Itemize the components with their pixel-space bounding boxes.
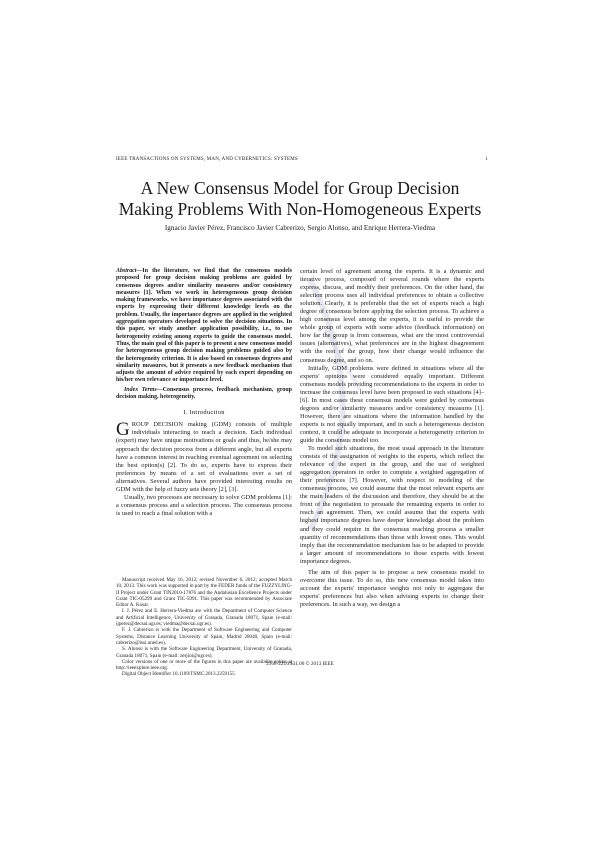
footnote: Manuscript received May 16, 2012; revised November 6, 2012; accepted March 10, 2013. This work was supported in part by the FEDER funds of the FUZZYLING-II Project under Grant TIN2010-17876 and the Andalusian Excellence Projects under Grant TIC-05299 and Grant TIC-5991. This paper was recommended by Associate Editor A. Kosar. bbox=[116, 577, 292, 609]
title-line-2: Making Problems With Non-Homogeneous Experts bbox=[118, 199, 482, 219]
left-column bbox=[116, 268, 292, 518]
journal-name: IEEE TRANSACTIONS ON SYSTEMS, MAN, AND CYBERNETICS: SYSTEMS bbox=[116, 157, 298, 162]
footnote: I. J. Pérez and E. Herrera-Viedma are with the Department of Computer Science and Artificial Intelligence, University of Granada, Granada 18071, Spain (e-mail: ijperez@decsai.ugr.es; viedma@decsai.ugr.es). bbox=[116, 608, 292, 628]
section-heading-introduction: I. Introduction bbox=[183, 409, 225, 417]
body-paragraph: The aim of this paper is to propose a new consensus model to overcome this issue. To do so, this new consensus model takes into account the experts' importance weights not only to aggregate the experts' preferences but also when advising experts to change their preferences. In such a way, we design a bbox=[300, 568, 484, 608]
index-terms bbox=[116, 387, 292, 402]
intro-paragraph-2: Usually, two processes are necessary to solve GDM problems [1]: a consensus process and a selection process. The consensus process is used to reach a final solution with a bbox=[116, 493, 292, 517]
body-paragraph: To model such situations, the most usual approach in the literature consists of the assignation of weights to the experts, which reflect the relevance of the expert in the group, and the use of weighted aggregation operators in order to compute a weighted aggregation of their preferences [7]. However, with respect to modeling of the consensus process, we could assume that the most relevant experts are the main leaders of the discussion and therefore, they should be at the front of the negotiation to persuade the remaining experts in order to reach an agreement. Then, we could assume that the experts with highest importance degrees have deeper knowledge about the problem and they could require in the consensus reaching process a smaller quantity of recommendations than those with lowest ones. This would imply that the recommendation mechanism has to be adapted to provide a larger amount of recommendations to those experts with lowest importance degrees. bbox=[300, 445, 484, 565]
footnote: Color versions of one or more of the figures in this paper are available online at http://ieeexplore.ieee.org. bbox=[116, 658, 292, 672]
copyright-footer: 2168-2216/$31.00 © 2013 IEEE bbox=[266, 661, 334, 667]
abstract bbox=[116, 268, 292, 385]
footnote: S. Alonso is with the Software Engineering Department, University of Granada, Granada 18071, Spain (e-mail: zerjioi@ugr.es). bbox=[116, 646, 292, 659]
footnote: Digital Object Identifier 10.1109/TSMC.2013.2259155 bbox=[122, 671, 235, 678]
body-paragraph: Initially, GDM problems were defined in situations where all the experts' opinions were considered equally important. Different consensus models providing recommendations to the experts in order to increase the consensus level have been proposed in such situations [4]–[6]. In most cases these consensus models were guided by consensus degrees and/or similarity measures and/or consistency measures [1]. However, there are situations where the information handled by the experts is not equally important, and in such a heterogeneous decision context, it could be adequate to incorporate a heterogeneity criterion to guide the consensus model too. bbox=[300, 364, 484, 444]
title-line-1: A New Consensus Model for Group Decision bbox=[140, 178, 460, 198]
index-terms-label: Index Terms bbox=[124, 386, 157, 393]
intro-paragraph-1 bbox=[116, 421, 292, 493]
body-paragraph: certain level of agreement among the experts. It is a dynamic and iterative process, composed of several rounds where the experts express, discuss, and modify their preferences. On the other hand, the selection process uses all individual preferences to obtain a collective solution. Clearly, it is preferable that the set of experts reach a high degree of consensus before applying the selection process. To achieve a high consensus level among the experts, it is useful to provide the whole group of experts with some advice (feedback information) on how far the group is from consensus, what are the most controversial issues (alternatives), what preferences are in the highest disagreement with the rest of the group, how their change would influence the consensus degree, and so on. bbox=[300, 268, 484, 364]
drop-cap: G bbox=[116, 419, 130, 441]
right-column bbox=[300, 268, 484, 609]
index-terms-text: —Consensus process, feedback mechanism, group decision making, heterogeneity. bbox=[116, 386, 292, 401]
intro-lead-smallcaps: ROUP DECISION bbox=[131, 421, 183, 429]
page-number: 1 bbox=[485, 157, 488, 162]
intro-paragraph-1-text: making (GDM) consists of multiple individuals interacting to reach a decision. Each individual (expert) may have unique motivations or goals and thus, he/she may approach the decision process from a different angle, but all experts have a common interest in reaching eventual agreement on selecting the best option(s) [2]. To do so, experts have to express their preferences by means of a set of evaluations over a set of alternatives. Several authors have provided interesting results on GDM with the help of fuzzy sets theory [2], [3]. bbox=[116, 421, 292, 493]
abstract-label: Abstract bbox=[116, 268, 137, 274]
footnote: F. J. Cabrerizo is with the Department of Software Engineering and Computer Systems, Distance Learning University of Spain, Madrid 28040, Spain (e-mail: cabrerizo@issi.uned.es). bbox=[116, 627, 292, 646]
author-list: Ignacio Javier Pérez, Francisco Javier Cabrerizo, Sergio Alonso, and Enrique Herrera-Viedma bbox=[164, 224, 436, 232]
abstract-text: —In the literature, we find that the consensus models proposed for group decision making problems are guided by consensus degrees and/or similarity measures and/or consistency measures [1]. When we work in heterogeneous group decision making frameworks, we have importance degrees associated with the experts by expressing their different knowledge levels on the problem. Usually, the importance degrees are applied in the weighted aggregation operators developed to solve the decision situations. In this paper, we study another application possibility, i.e., to use heterogeneity existing among experts to guide the consensus model. Thus, the main goal of this paper is to present a new consensus model for heterogeneous group decision making problems guided also by the heterogeneity criterion. It is also based on consensus degrees and similarity measures, but it presents a new feedback mechanism that adjusts the amount of advice required by each expert depending on his/her own relevance or importance level. bbox=[116, 268, 292, 384]
paper-title bbox=[100, 178, 500, 220]
running-head bbox=[116, 157, 488, 162]
